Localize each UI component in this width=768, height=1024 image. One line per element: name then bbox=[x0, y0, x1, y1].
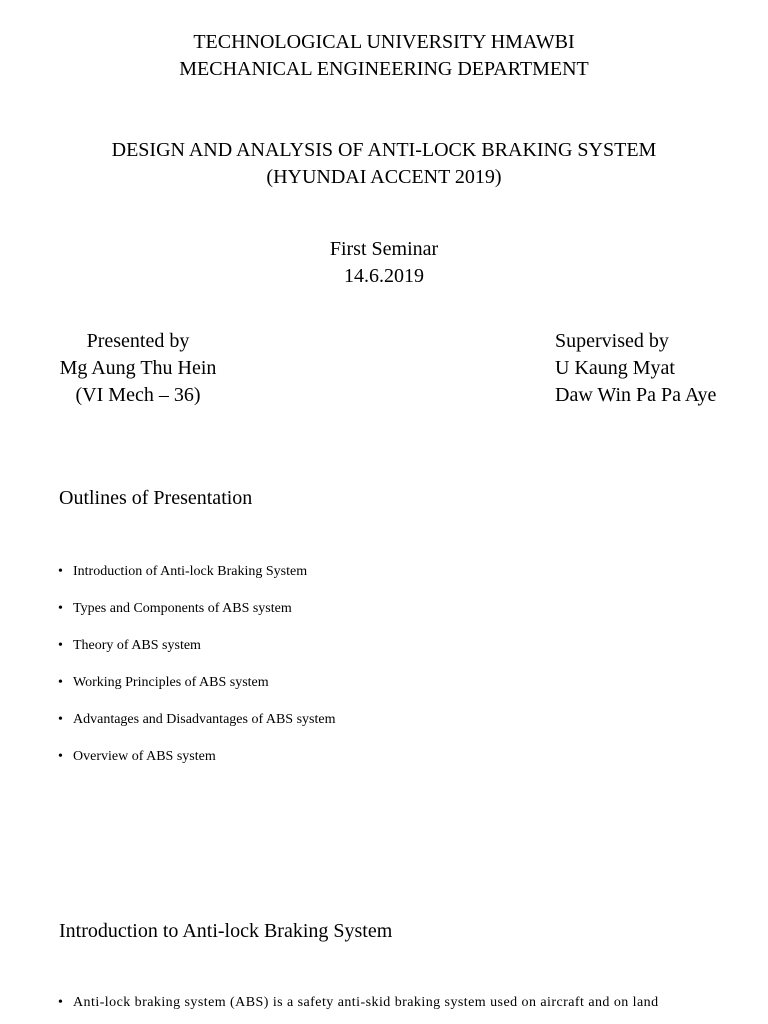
seminar-label: First Seminar bbox=[329, 238, 439, 260]
department-name: MECHANICAL ENGINEERING DEPARTMENT bbox=[179, 58, 589, 80]
list-item-text: Working Principles of ABS system bbox=[73, 675, 269, 690]
list-item-text: Types and Components of ABS system bbox=[73, 601, 292, 616]
bullet-icon: • bbox=[58, 675, 63, 690]
list-item bbox=[58, 637, 335, 674]
bullet-icon: • bbox=[58, 749, 63, 764]
list-item bbox=[58, 674, 335, 711]
project-title-line-1: DESIGN AND ANALYSIS OF ANTI-LOCK BRAKING SYSTEM bbox=[111, 139, 657, 161]
university-name: TECHNOLOGICAL UNIVERSITY HMAWBI bbox=[193, 31, 575, 53]
project-title-line-2: (HYUNDAI ACCENT 2019) bbox=[266, 166, 502, 188]
presenter-name: Mg Aung Thu Hein bbox=[59, 357, 217, 379]
list-item-text: Advantages and Disadvantages of ABS system bbox=[73, 712, 336, 727]
bullet-icon: • bbox=[58, 564, 63, 579]
list-item bbox=[58, 563, 335, 600]
introduction-list bbox=[58, 994, 659, 1012]
list-item bbox=[58, 711, 335, 748]
bullet-icon: • bbox=[58, 638, 63, 653]
supervisor-name: Daw Win Pa Pa Aye bbox=[555, 384, 717, 406]
supervisor-label: Supervised by bbox=[555, 330, 669, 352]
outline-list bbox=[58, 563, 335, 785]
list-item-text: Theory of ABS system bbox=[73, 638, 201, 653]
supervisor-block bbox=[555, 328, 716, 409]
list-item-text: Introduction of Anti-lock Braking System bbox=[73, 564, 308, 579]
presenter-block bbox=[40, 328, 236, 409]
list-item-text: Overview of ABS system bbox=[73, 749, 216, 764]
list-item bbox=[58, 748, 335, 785]
list-item bbox=[58, 994, 659, 1012]
outline-heading: Outlines of Presentation bbox=[59, 487, 253, 509]
list-item-text: Anti-lock braking system (ABS) is a safety anti-skid braking system used on aircraft and on land bbox=[73, 995, 659, 1010]
bullet-icon: • bbox=[58, 995, 64, 1010]
bullet-icon: • bbox=[58, 601, 63, 616]
seminar-date: 14.6.2019 bbox=[344, 265, 424, 287]
introduction-heading: Introduction to Anti-lock Braking System bbox=[59, 920, 393, 942]
list-item bbox=[58, 600, 335, 637]
presenter-roll: (VI Mech – 36) bbox=[75, 384, 201, 406]
supervisor-name: U Kaung Myat bbox=[555, 357, 675, 379]
presenter-label: Presented by bbox=[86, 330, 190, 352]
bullet-icon: • bbox=[58, 712, 63, 727]
